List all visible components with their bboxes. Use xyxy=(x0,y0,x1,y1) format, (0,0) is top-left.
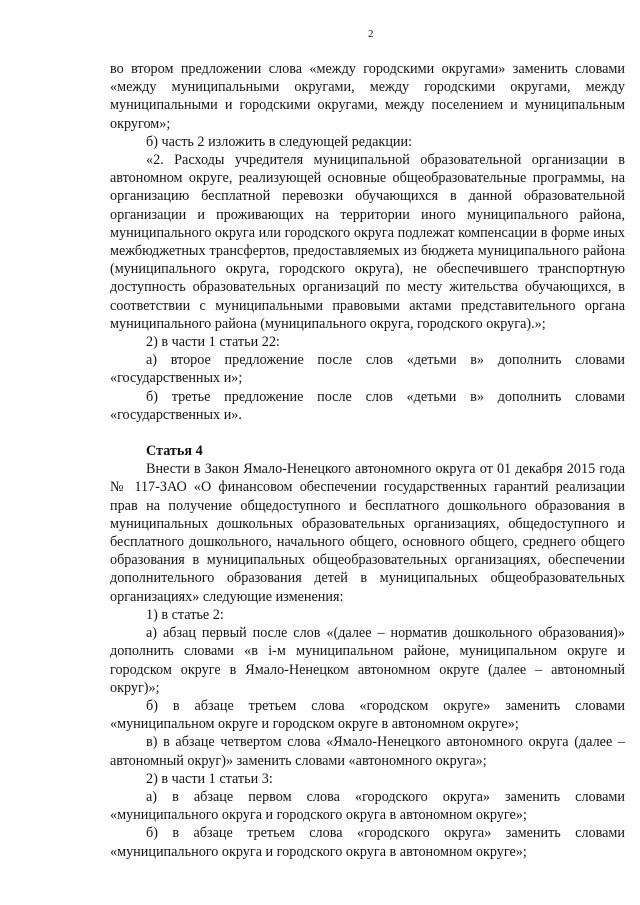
paragraphs-top xyxy=(110,60,625,424)
paragraph: «2. Расходы учредителя муниципальной образовательной организации в автономном округе, реализующей основные общеобразовательные программы, на организацию бесплатной перевозки обучающихся в данной образовательной организации и проживающих на территории иного муниципального района, муниципального округа или городского округа подлежат компенсации в форме иных межбюджетных трансфертов, предоставляемых из бюджета муниципального района (муниципального округа, городского округа), не обеспечившего транспортную доступность образовательных организаций по месту жительства обучающихся, в соответствии с муниципальными правовыми актами представительного органа муниципального района (муниципального округа, городского округа).»; xyxy=(110,152,625,332)
article-heading: Статья 4 xyxy=(146,443,203,460)
paragraph: во втором предложении слова «между городскими округами» заменить словами «между муниципальными округами, между городскими округами, между муниципальными и городскими округами, между поселением и муниципальным округом»; xyxy=(110,61,625,132)
paragraphs-bottom xyxy=(110,460,625,860)
paragraph: б) в абзаце третьем слова «городского округа» заменить словами «муниципального округа и городского округа в автономном округе»; xyxy=(110,825,625,860)
document-body xyxy=(110,60,625,861)
paragraph: а) абзац первый после слов «(далее – норматив дошкольного образования)» дополнить словами «в i-м муниципальном районе, муниципальном округе и городском округе в Ямало-Ненецком автономном округе (далее – автономный округ)»; xyxy=(110,625,625,696)
paragraph: 2) в части 1 статьи 3: xyxy=(146,770,273,787)
section-spacer xyxy=(110,424,625,442)
paragraph: 1) в статье 2: xyxy=(146,606,224,623)
paragraph: Внести в Закон Ямало-Ненецкого автономного округа от 01 декабря 2015 года № 117-ЗАО «О финансовом обеспечении государственных гарантий реализации прав на получение общедоступного и бесплатного дошкольного образования в муниципальных дошкольных образовательных организациях, общедоступного и бесплатного дошкольного, начального общего, основного общего, среднего общего образования в муниципальных общеобразовательных организациях, обеспечении дополнительного образования детей в муниципальных общеобразовательных организациях» следующие изменения: xyxy=(110,461,625,605)
paragraph: а) в абзаце первом слова «городского округа» заменить словами «муниципального округа и городского округа в автономном округе»; xyxy=(110,788,625,824)
paragraph: б) часть 2 изложить в следующей редакции: xyxy=(146,133,413,150)
page-number: 2 xyxy=(368,28,374,40)
paragraph: б) в абзаце третьем слова «городском округе» заменить словами «муниципальном округе и городском округе в автономном округе»; xyxy=(110,697,625,733)
paragraph: а) второе предложение после слов «детьми в» дополнить словами «государственных и»; xyxy=(110,352,625,387)
paragraph: в) в абзаце четвертом слова «Ямало-Ненецкого автономного округа (далее – автономный округ)» заменить словами «автономного округа»; xyxy=(110,734,625,769)
document-page xyxy=(110,0,625,905)
paragraph: 2) в части 1 статьи 22: xyxy=(146,334,280,351)
paragraph: б) третье предложение после слов «детьми в» дополнить словами «государственных и». xyxy=(110,388,625,423)
